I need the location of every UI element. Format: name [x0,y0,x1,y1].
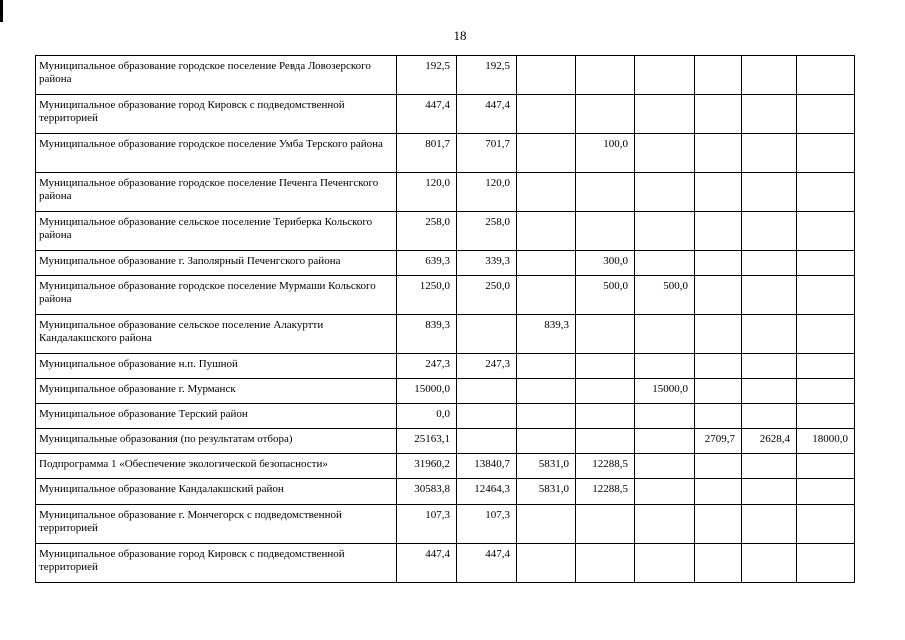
value-cell: 447,4 [397,95,457,134]
value-cell [457,379,517,404]
value-cell [576,544,635,583]
table-row [36,134,855,173]
value-cell: 2709,7 [695,429,742,454]
value-cell: 18000,0 [797,429,855,454]
value-cell: 107,3 [457,505,517,544]
municipality-name: Муниципальное образование город Кировск с подведомственной территорией [36,95,397,134]
value-cell [695,354,742,379]
value-cell: 500,0 [635,276,695,315]
value-cell: 15000,0 [397,379,457,404]
margin-mark [0,0,3,22]
value-cell [517,212,576,251]
table-row [36,354,855,379]
value-cell: 5831,0 [517,454,576,479]
value-cell [742,276,797,315]
value-cell [635,95,695,134]
value-cell [517,173,576,212]
value-cell [576,379,635,404]
value-cell: 12464,3 [457,479,517,505]
value-cell: 30583,8 [397,479,457,505]
table-body [36,56,855,583]
value-cell [576,354,635,379]
value-cell [742,56,797,95]
value-cell [797,379,855,404]
subprogram-name: Подпрограмма 1 «Обеспечение экологической безопасности» [36,454,397,479]
value-cell [576,56,635,95]
value-cell [576,505,635,544]
value-cell [742,379,797,404]
value-cell [695,315,742,354]
municipality-name: Муниципальное образование г. Мурманск [36,379,397,404]
value-cell [517,354,576,379]
table-row [36,95,855,134]
value-cell [576,429,635,454]
value-cell [695,454,742,479]
value-cell: 300,0 [576,251,635,276]
value-cell: 107,3 [397,505,457,544]
value-cell [797,454,855,479]
value-cell [742,404,797,429]
value-cell [576,212,635,251]
financing-table [35,55,855,583]
table-row [36,379,855,404]
value-cell [517,251,576,276]
value-cell [635,251,695,276]
value-cell [797,276,855,315]
value-cell [797,315,855,354]
table-row [36,479,855,505]
value-cell [635,454,695,479]
value-cell [797,212,855,251]
municipality-name: Муниципальное образование Терский район [36,404,397,429]
municipality-name: Муниципальное образование н.п. Пушной [36,354,397,379]
value-cell: 31960,2 [397,454,457,479]
value-cell: 639,3 [397,251,457,276]
municipality-name: Муниципальное образование сельское поселение Териберка Кольского района [36,212,397,251]
value-cell [695,505,742,544]
table-row [36,173,855,212]
value-cell [695,379,742,404]
value-cell: 447,4 [457,544,517,583]
value-cell [742,505,797,544]
value-cell [797,354,855,379]
table-row [36,251,855,276]
value-cell: 839,3 [397,315,457,354]
value-cell [517,544,576,583]
value-cell [635,354,695,379]
value-cell [517,404,576,429]
value-cell [742,479,797,505]
value-cell: 258,0 [457,212,517,251]
value-cell: 120,0 [397,173,457,212]
value-cell [742,544,797,583]
value-cell: 447,4 [397,544,457,583]
value-cell: 12288,5 [576,479,635,505]
value-cell: 801,7 [397,134,457,173]
value-cell [517,429,576,454]
value-cell: 500,0 [576,276,635,315]
table-row [36,276,855,315]
value-cell [695,404,742,429]
value-cell [742,134,797,173]
municipality-name: Муниципальное образование Кандалакшский район [36,479,397,505]
municipality-name: Муниципальное образование г. Мончегорск с подведомственной территорией [36,505,397,544]
value-cell [797,544,855,583]
value-cell [742,354,797,379]
value-cell [695,134,742,173]
value-cell [742,454,797,479]
value-cell [457,404,517,429]
table-row [36,429,855,454]
value-cell [635,134,695,173]
value-cell [517,134,576,173]
value-cell [576,404,635,429]
value-cell: 25163,1 [397,429,457,454]
value-cell [695,544,742,583]
value-cell: 250,0 [457,276,517,315]
municipality-name: Муниципальное образование сельское поселение Алакуртти Кандалакшского района [36,315,397,354]
value-cell [457,429,517,454]
value-cell: 701,7 [457,134,517,173]
value-cell [797,479,855,505]
value-cell: 13840,7 [457,454,517,479]
value-cell [635,544,695,583]
value-cell: 258,0 [397,212,457,251]
value-cell [695,479,742,505]
value-cell [695,251,742,276]
value-cell [742,95,797,134]
municipality-name: Муниципальное образование город Кировск с подведомственной территорией [36,544,397,583]
value-cell [517,276,576,315]
value-cell [635,404,695,429]
page-number: 18 [453,28,467,43]
value-cell [635,315,695,354]
value-cell [517,56,576,95]
value-cell: 2628,4 [742,429,797,454]
municipality-name: Муниципальное образование городское поселение Печенга Печенгского района [36,173,397,212]
value-cell: 0,0 [397,404,457,429]
value-cell [742,315,797,354]
value-cell [576,173,635,212]
value-cell [635,56,695,95]
value-cell [457,315,517,354]
value-cell: 247,3 [397,354,457,379]
value-cell [797,404,855,429]
value-cell [576,315,635,354]
value-cell [635,505,695,544]
table-row [36,454,855,479]
table-row [36,212,855,251]
municipality-name: Муниципальное образование городское поселение Ревда Ловозерского района [36,56,397,95]
municipality-name: Муниципальное образование г. Заполярный Печенгского района [36,251,397,276]
table-row [36,315,855,354]
value-cell: 5831,0 [517,479,576,505]
value-cell: 12288,5 [576,454,635,479]
municipality-name: Муниципальные образования (по результатам отбора) [36,429,397,454]
table-row [36,404,855,429]
value-cell: 15000,0 [635,379,695,404]
value-cell: 192,5 [457,56,517,95]
value-cell [742,173,797,212]
value-cell [695,56,742,95]
table-row [36,505,855,544]
value-cell: 100,0 [576,134,635,173]
value-cell: 192,5 [397,56,457,95]
value-cell: 839,3 [517,315,576,354]
value-cell [576,95,635,134]
table-row [36,56,855,95]
value-cell [517,379,576,404]
value-cell [635,479,695,505]
value-cell: 1250,0 [397,276,457,315]
table-row [36,544,855,583]
value-cell [797,56,855,95]
value-cell: 447,4 [457,95,517,134]
value-cell [742,251,797,276]
value-cell [742,212,797,251]
value-cell [797,95,855,134]
value-cell [695,212,742,251]
municipality-name: Муниципальное образование городское поселение Мурмаши Кольского района [36,276,397,315]
municipality-name: Муниципальное образование городское поселение Умба Терского района [36,134,397,173]
value-cell [695,95,742,134]
value-cell [797,173,855,212]
value-cell [517,95,576,134]
value-cell [517,505,576,544]
value-cell: 339,3 [457,251,517,276]
value-cell: 247,3 [457,354,517,379]
value-cell [695,276,742,315]
value-cell [797,251,855,276]
value-cell [797,505,855,544]
value-cell [695,173,742,212]
value-cell [635,429,695,454]
value-cell [797,134,855,173]
value-cell [635,173,695,212]
value-cell [635,212,695,251]
value-cell: 120,0 [457,173,517,212]
